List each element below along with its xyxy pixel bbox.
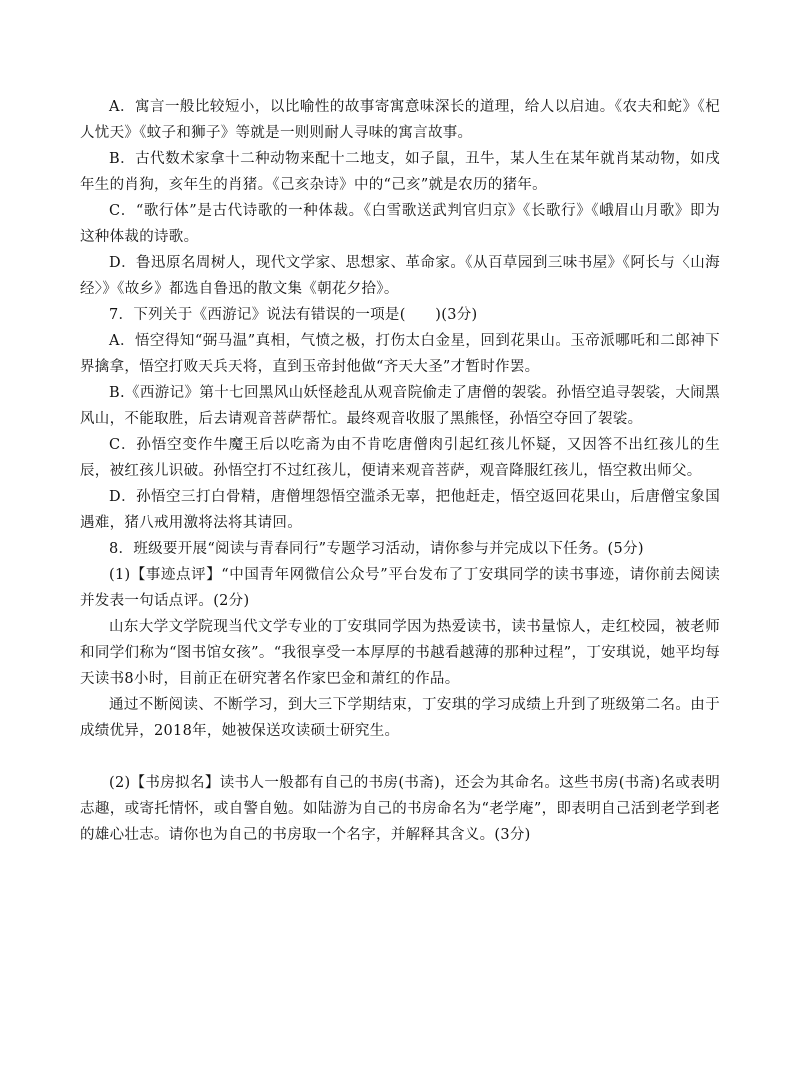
question-8-task-2: (2)【书房拟名】读书人一般都有自己的书房(书斋)，还会为其命名。这些书房(书斋)名或表明志趣，或寄托情怀，或自警自勉。如陆游为自己的书房命名为“老学庵”，即表明自己活到老学到老的雄心壮志。请你也为自己的书房取一个名字，并解释其含义。(3分) [80,775,720,843]
reading-passage-paragraph-2: 通过不断阅读、不断学习，到大三下学期结束，丁安琪的学习成绩上升到了班级第二名。由于成绩优异，2018年，她被保送攻读硕士研究生。 [80,697,720,739]
question-7-option-d: D．孙悟空三打白骨精，唐僧埋怨悟空滥杀无辜，把他赶走，悟空返回花果山，后唐僧宝象国遇难，猪八戒用激将法将其请回。 [80,489,720,531]
option-c-gexing: C．“歌行体”是古代诗歌的一种体裁。《白雪歌送武判官归京》《长歌行》《峨眉山月歌》即为这种体裁的诗歌。 [80,203,720,245]
question-8-stem: 8．班级要开展“阅读与青春同行”专题学习活动，请你参与并完成以下任务。(5分) [109,541,644,557]
option-b-zodiac: B．古代数术家拿十二种动物来配十二地支，如子鼠，丑牛，某人生在某年就肖某动物，如戌年生的肖狗，亥年生的肖猪。《己亥杂诗》中的“己亥”就是农历的猪年。 [80,151,720,193]
reading-passage-paragraph-1: 山东大学文学院现当代文学专业的丁安琪同学因为热爱读书，读书量惊人，走红校园，被老师和同学们称为“图书馆女孩”。“我很享受一本厚厚的书越看越薄的那种过程”，丁安琪说，她平均每天读书8小时，目前正在研究著名作家巴金和萧红的作品。 [80,619,720,687]
question-7-stem: 7．下列关于《西游记》说法有错误的一项是( )(3分) [109,307,478,323]
question-7-option-b: B.《西游记》第十七回黑风山妖怪趁乱从观音院偷走了唐僧的袈裟。孙悟空追寻袈裟，大闹黑风山，不能取胜，后去请观音菩萨帮忙。最终观音收服了黑熊怪，孙悟空夺回了袈裟。 [80,385,720,427]
answer-space [80,744,720,770]
question-7-option-c: C．孙悟空变作牛魔王后以吃斋为由不肯吃唐僧肉引起红孩儿怀疑，又因答不出红孩儿的生辰，被红孩儿识破。孙悟空打不过红孩儿，便请来观音菩萨，观音降服红孩儿，悟空救出师父。 [80,437,720,479]
document-content [80,94,720,848]
option-d-luxun: D．鲁迅原名周树人，现代文学家、思想家、革命家。《从百草园到三味书屋》《阿长与〈山海经〉》《故乡》都选自鲁迅的散文集《朝花夕拾》。 [80,255,720,297]
question-7-option-a: A．悟空得知“弼马温”真相，气愤之极，打伤太白金星，回到花果山。玉帝派哪吒和二郎神下界擒拿，悟空打败天兵天将，直到玉帝封他做“齐天大圣”才暂时作罢。 [80,333,720,375]
question-8-task-1: (1)【事迹点评】“中国青年网微信公众号”平台发布了丁安琪同学的读书事迹，请你前去阅读并发表一句话点评。(2分) [80,567,720,609]
option-a-fable: A．寓言一般比较短小，以比喻性的故事寄寓意味深长的道理，给人以启迪。《农夫和蛇》《杞人忧天》《蚊子和狮子》等就是一则则耐人寻味的寓言故事。 [80,99,720,141]
